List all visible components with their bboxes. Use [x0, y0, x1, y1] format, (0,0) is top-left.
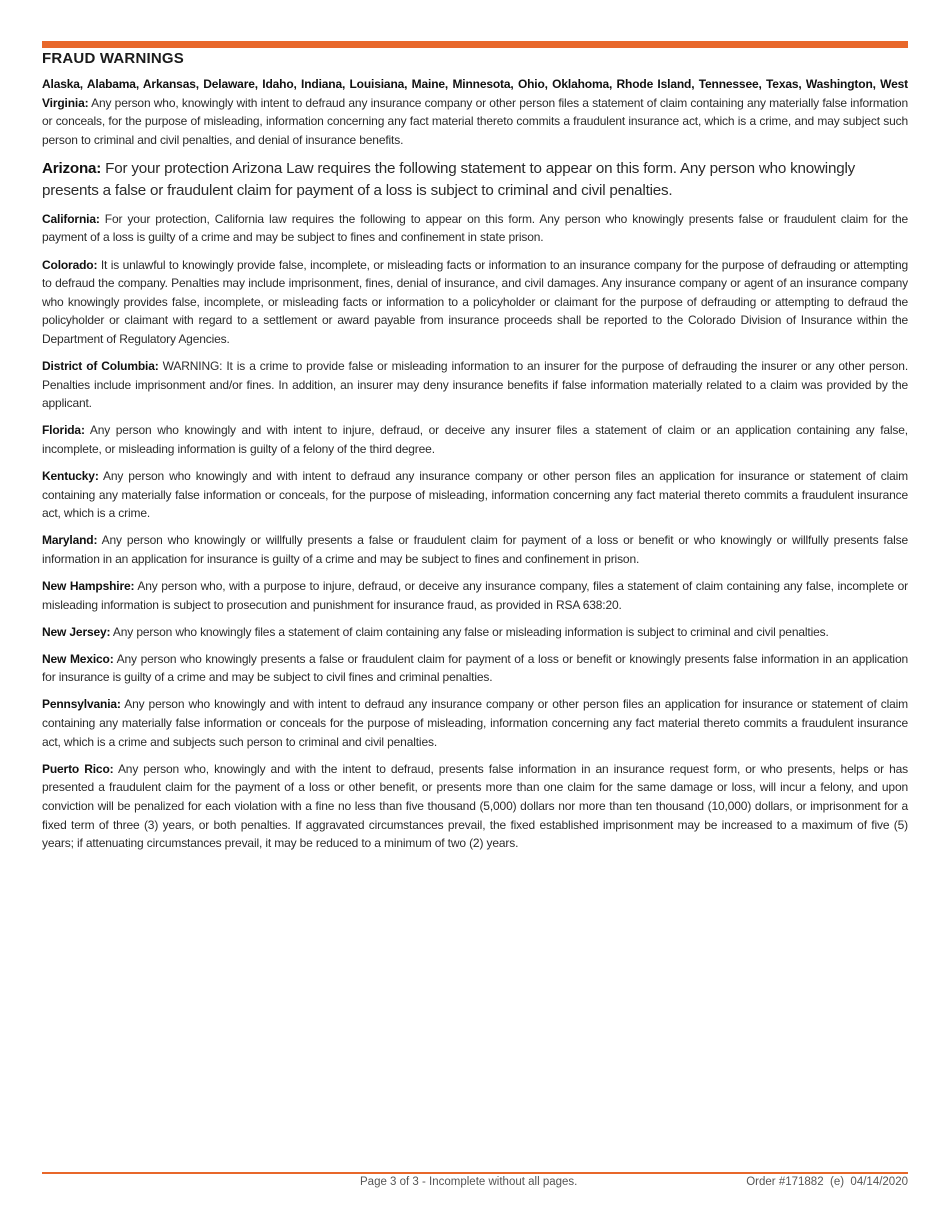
- warning-text: For your protection, California law requires the following to appear on this form. Any person who knowingly presents false or fraudulent claim for the payment of a loss is guilty of a crime and may be subject to fines and confinement in state prison.: [42, 211, 908, 245]
- warning-text: Any person who knowingly and with intent to defraud any insurance company or other person files an application for insurance or statement of claim containing any materially false information or conceals for the purpose of misleading, information concerning any fact material thereto commits a fraudulent insurance act, which is a crime and subjects such person to criminal and civil penalties.: [42, 697, 908, 749]
- warning-arizona: [42, 158, 908, 202]
- warning-state-label: Florida:: [42, 423, 85, 438]
- warning-kentucky: [42, 467, 908, 523]
- warning-state-label: Kentucky:: [42, 469, 99, 483]
- warning-text: WARNING: It is a crime to provide false or misleading information to an insurer for the purpose of defrauding the insurer or any other person. Penalties include imprisonment and/or fines. In addition, an insurer may deny insurance benefits if false information materially related to a claim was provided by the applicant.: [42, 359, 909, 411]
- fraud-warnings-list: [42, 75, 908, 861]
- warning-state-label: New Hampshire:: [42, 578, 135, 593]
- footer-divider: [42, 1172, 908, 1174]
- page-heading: FRAUD WARNINGS: [42, 50, 184, 67]
- warning-puerto-rico: [42, 760, 908, 853]
- warning-new-mexico: [42, 650, 908, 687]
- warning-state-label: California:: [42, 211, 100, 226]
- warning-state-label: District of Columbia:: [42, 359, 159, 374]
- warning-state-label: New Jersey:: [42, 624, 111, 639]
- warning-text: For your protection Arizona Law requires the following statement to appear on this form. Any person who knowingly presents a false or fraudulent claim for payment of a loss is subject to criminal and civil penalties.: [42, 159, 856, 199]
- warning-text: Any person who, knowingly and with the intent to defraud, presents false information in an insurance request form, or who presents, helps or has presented a fraudulent claim for the payment of a loss or other benefit, or presents more than one claim for the same damage or loss, will incur a felony, and upon conviction will be penalized for each violation with a fine no less than five thousand (5,000) dollars nor more than ten thousand (10,000) dollars, or imprisonment for a fixed term of three (3) years, or both penalties. If aggravated circumstances prevail, the fixed established imprisonment may be increased to a maximum of five (5) years; if attenuating circumstances prevail, it may be reduced to a minimum of two (2) years.: [42, 761, 908, 851]
- warning-pennsylvania: [42, 695, 908, 751]
- footer-order-info: Order #171882 (e) 04/14/2020: [746, 1176, 908, 1188]
- warning-text: It is unlawful to knowingly provide false, incomplete, or misleading facts or information to an insurance company for the purpose of defrauding or attempting to defraud the company. Penalties may include imprisonment, fines, denial of insurance, and civil damages. Any insurance company or agent of an insurance company who knowingly provides false, incomplete, or misleading facts or information to a policyholder or claimant for the purpose of defrauding or attempting to defraud the policyholder or claimant with regard to a settlement or award payable from insurance proceeds shall be reported to the Colorado Division of Insurance within the Department of Regulatory Agencies.: [42, 257, 908, 346]
- warning-district-of-columbia: [42, 357, 908, 413]
- warning-new-jersey: [42, 623, 908, 642]
- warning-state-label: Pennsylvania:: [42, 697, 121, 712]
- warning-text: Any person who knowingly or willfully presents a false or fraudulent claim for payment of a loss or benefit or who knowingly or willfully presents false information in an application for insurance is guilty of a crime and may be subject to fines and confinement in prison.: [42, 533, 908, 566]
- warning-text: Any person who knowingly files a statement of claim containing any false or misleading information is subject to criminal and civil penalties.: [110, 624, 829, 639]
- warning-text: Any person who knowingly and with intent to defraud any insurance company or other person files an application for insurance or statement of claim containing any materially false information or conceals, for the purpose of misleading, information concerning any fact material thereto commits a fraudulent insurance act, which is a crime.: [42, 469, 908, 521]
- top-accent-bar: [42, 41, 908, 48]
- warning-state-label: Colorado:: [42, 257, 98, 272]
- warning-text: Any person who, with a purpose to injure, defraud, or deceive any insurance company, files a statement of claim containing any false, incomplete or misleading information is subject to prosecution and punishment for insurance fraud, as provided in RSA 638:20.: [42, 578, 908, 612]
- warning-maryland: [42, 531, 908, 568]
- warning-florida: [42, 421, 908, 458]
- warning-state-label: New Mexico:: [42, 651, 114, 666]
- warning-state-label: Arizona:: [42, 159, 102, 177]
- warning-new-hampshire: [42, 577, 908, 614]
- warning-california: [42, 210, 908, 247]
- warning-multi-state: [42, 75, 908, 149]
- warning-text: Any person who, knowingly with intent to defraud any insurance company or other person files a statement of claim containing any materially false information or conceals, for the purpose of misleading, information concerning any fact material thereto commits a fraudulent insurance act, which is a crime, and may subject such person to criminal and civil penalties, and denial of insurance benefits.: [42, 95, 908, 147]
- warning-state-label: Alaska, Alabama, Arkansas, Delaware, Idaho, Indiana, Louisiana, Maine, Minnesota, Ohio, Oklahoma, Rhode Island, Tennessee, Texas, Washington, West Virginia:: [42, 77, 908, 110]
- warning-text: Any person who knowingly presents a false or fraudulent claim for payment of a loss or benefit or knowingly presents false information in an application for insurance is guilty of a crime and may be subject to civil fines and criminal penalties.: [42, 651, 908, 685]
- warning-text: Any person who knowingly and with intent to injure, defraud, or deceive any insurer files a statement of claim or an application containing any false, incomplete, or misleading information is guilty of a felony of the third degree.: [42, 423, 908, 456]
- warning-state-label: Puerto Rico:: [42, 761, 114, 776]
- footer-page-number: Page 3 of 3 - Incomplete without all pages.: [360, 1176, 578, 1188]
- warning-state-label: Maryland:: [42, 533, 98, 548]
- warning-colorado: [42, 256, 908, 349]
